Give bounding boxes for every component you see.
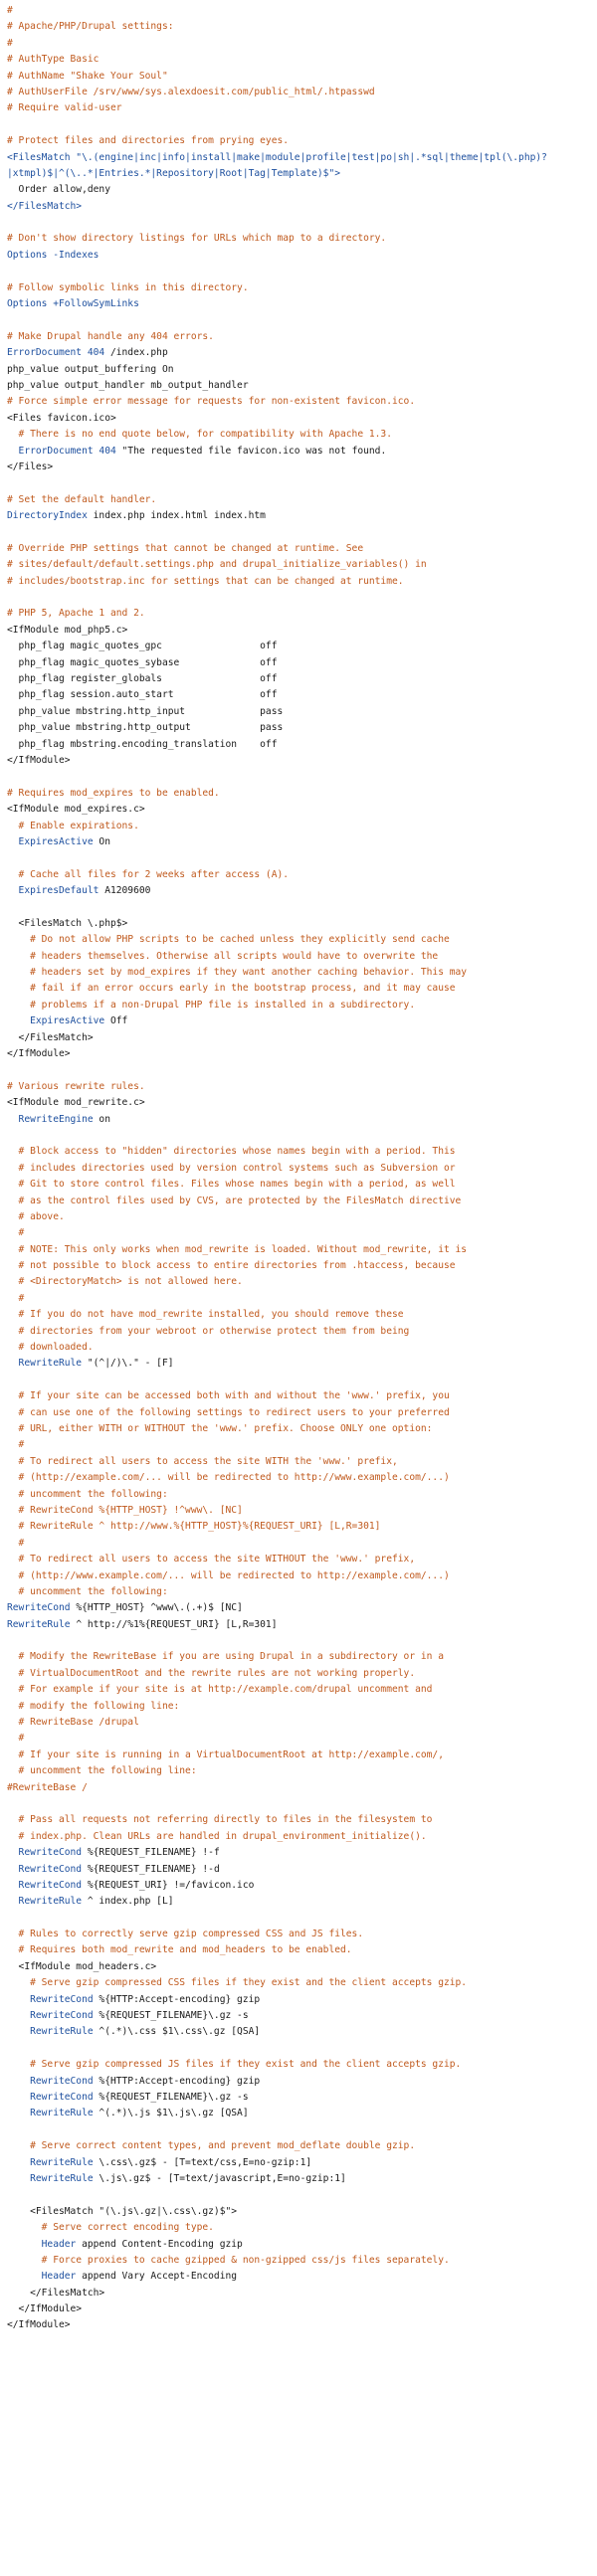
code-comment: #: [7, 1227, 25, 1239]
code-comment: # AuthName "Shake Your Soul": [7, 70, 168, 82]
code-text: <Files favicon.ico>: [7, 412, 116, 424]
code-text: on: [93, 1113, 110, 1125]
code-text: %{REQUEST_URI} !=/favicon.ico: [82, 1879, 255, 1891]
code-comment: #: [7, 1733, 25, 1745]
code-text: ^(.*)\.css $1\.css\.gz [QSA]: [93, 2026, 261, 2038]
code-line: [7, 1763, 597, 1779]
code-comment: # Require valid-user: [7, 102, 122, 114]
code-line: [7, 623, 597, 639]
code-line: [7, 720, 597, 736]
code-comment: #: [7, 1439, 25, 1451]
code-line: [7, 2253, 597, 2269]
code-line: [7, 1992, 597, 2008]
code-comment: # Cache all files for 2 weeks after access (A).: [7, 868, 290, 880]
code-line: [7, 2041, 597, 2057]
code-directive: RewriteRule: [7, 2172, 94, 2184]
code-line: [7, 671, 597, 687]
code-comment: # Enable expirations.: [7, 820, 139, 831]
code-directive: RewriteRule: [7, 2156, 94, 2168]
code-comment: # Serve correct encoding type.: [7, 2222, 214, 2234]
code-text: <IfModule mod_expires.c>: [7, 804, 145, 816]
code-line: [7, 345, 597, 361]
code-line: [7, 182, 597, 198]
code-line: [7, 1568, 597, 1584]
code-text: php_value output_handler mb_output_handler: [7, 379, 249, 391]
code-line: [7, 1699, 597, 1715]
code-directive: ExpiresActive: [7, 835, 94, 847]
code-line: [7, 264, 597, 279]
code-line: [7, 1649, 597, 1665]
code-line: [7, 19, 597, 35]
code-line: [7, 981, 597, 997]
code-directive: RewriteCond: [7, 2092, 94, 2103]
code-comment: # sites/default/default.settings.php and drupal_initialize_variables() in: [7, 559, 427, 571]
code-text: php_flag mbstring.encoding_translation off: [7, 738, 278, 750]
code-comment: #: [7, 37, 13, 49]
code-line: [7, 52, 597, 68]
code-comment: # Serve gzip compressed JS files if they exist and the client accepts gzip.: [7, 2059, 462, 2071]
code-line: [7, 394, 597, 410]
code-comment: # If your site can be accessed both with and without the 'www.' prefix, you: [7, 1390, 450, 1402]
code-directive: RewriteCond: [7, 1602, 71, 1614]
code-line: [7, 2106, 597, 2121]
code-text: append Content-Encoding gzip: [76, 2238, 243, 2250]
code-text: </FilesMatch>: [7, 1031, 94, 1043]
code-text: </IfModule>: [7, 1048, 71, 1059]
code-line: [7, 2057, 597, 2073]
code-comment: # headers themselves. Otherwise all scripts would have to overwrite the: [7, 950, 439, 962]
code-line: [7, 1356, 597, 1372]
code-comment: # Force proxies to cache gzipped & non-gzipped css/js files separately.: [7, 2254, 450, 2266]
code-line: [7, 769, 597, 785]
code-line: [7, 2138, 597, 2154]
code-line: [7, 541, 597, 557]
code-comment: # For example if your site is at http://example.com/drupal uncomment and: [7, 1684, 433, 1696]
code-comment: # (http://example.com/... will be redirected to http://www.example.com/...): [7, 1472, 450, 1484]
code-line: [7, 965, 597, 981]
code-comment: # downloaded.: [7, 1342, 94, 1354]
code-text: </IfModule>: [7, 754, 71, 766]
code-line: [7, 1340, 597, 1356]
code-line: [7, 2317, 597, 2333]
code-line: [7, 2024, 597, 2040]
code-line: [7, 1373, 597, 1388]
code-text: append Vary Accept-Encoding: [76, 2271, 238, 2283]
code-comment: # (http://www.example.com/... will be redirected to http://example.com/...): [7, 1569, 450, 1581]
code-directive: RewriteRule: [7, 2108, 94, 2119]
code-line: [7, 1161, 597, 1177]
code-line: [7, 1095, 597, 1111]
code-line: [7, 1519, 597, 1535]
code-line: [7, 1780, 597, 1796]
code-text: index.php index.html index.htm: [87, 510, 266, 522]
code-text: </IfModule>: [7, 2319, 71, 2331]
code-comment: # Block access to "hidden" directories whose names begin with a period. This: [7, 1146, 456, 1158]
code-text: php_value mbstring.http_input pass: [7, 705, 284, 717]
code-line: [7, 1388, 597, 1404]
code-line: [7, 753, 597, 769]
code-line: [7, 1829, 597, 1845]
code-comment: # <DirectoryMatch> is not allowed here.: [7, 1276, 243, 1288]
code-line: [7, 444, 597, 460]
code-line: [7, 525, 597, 541]
code-line: [7, 1975, 597, 1991]
code-line: [7, 411, 597, 427]
code-comment: # Make Drupal handle any 404 errors.: [7, 330, 214, 342]
code-line: [7, 85, 597, 100]
code-line: [7, 687, 597, 703]
code-line: [7, 1748, 597, 1763]
code-comment: # fail if an error occurs early in the bootstrap process, and it may cause: [7, 983, 456, 995]
code-directive: RewriteCond: [7, 1863, 83, 1875]
code-text: ^ index.php [L]: [82, 1896, 174, 1908]
code-text: "The requested file favicon.ico was not found.: [115, 445, 387, 457]
code-line: [7, 1552, 597, 1567]
code-line: [7, 508, 597, 524]
code-line: [7, 1258, 597, 1274]
code-line: [7, 998, 597, 1013]
code-comment: #: [7, 1537, 25, 1549]
code-line: [7, 2171, 597, 2187]
code-line: [7, 1324, 597, 1340]
code-line: [7, 834, 597, 850]
code-line: [7, 704, 597, 720]
code-text: \.css\.gz$ - [T=text/css,E=no-gzip:1]: [93, 2156, 312, 2168]
code-line: [7, 655, 597, 671]
code-directive: Header: [7, 2238, 77, 2250]
code-line: [7, 1617, 597, 1633]
code-text: <FilesMatch "(\.js\.gz|\.css\.gz)$">: [7, 2205, 238, 2217]
code-comment: # If you do not have mod_rewrite installed, you should remove these: [7, 1309, 404, 1321]
code-directive: <FilesMatch "\.(engine|inc|info|install|make|module|profile|test|po|sh|.*sql|theme|tpl(\.php)?: [7, 151, 547, 163]
code-line: [7, 1894, 597, 1910]
code-comment: # Don't show directory listings for URLs which map to a directory.: [7, 233, 387, 245]
code-comment: # modify the following line:: [7, 1700, 180, 1712]
code-line: [7, 1715, 597, 1731]
code-comment: # directories from your webroot or otherwise protect them from being: [7, 1325, 410, 1337]
code-line: [7, 329, 597, 345]
code-directive: RewriteRule: [7, 1358, 83, 1370]
code-line: [7, 248, 597, 264]
code-directive: RewriteRule: [7, 1618, 71, 1630]
code-directive: Options +FollowSymLinks: [7, 298, 139, 310]
code-line: [7, 2237, 597, 2253]
code-text: %{HTTP:Accept-encoding} gzip: [93, 2075, 261, 2087]
code-line: [7, 1470, 597, 1486]
code-line: [7, 802, 597, 818]
code-text: <IfModule mod_rewrite.c>: [7, 1097, 145, 1109]
code-comment: # Serve correct content types, and prevent mod_deflate double gzip.: [7, 2140, 416, 2152]
code-comment: # Set the default handler.: [7, 493, 157, 505]
code-comment: #RewriteBase /: [7, 1781, 88, 1793]
code-text: </FilesMatch>: [7, 2287, 105, 2299]
code-comment: # NOTE: This only works when mod_rewrite is loaded. Without mod_rewrite, it is: [7, 1243, 468, 1255]
code-comment: # headers set by mod_expires if they want another caching behavior. This may: [7, 967, 468, 979]
code-comment: # Requires both mod_rewrite and mod_headers to be enabled.: [7, 1944, 352, 1956]
code-line: [7, 1225, 597, 1241]
code-text: %{HTTP:Accept-encoding} gzip: [93, 1993, 261, 2005]
code-comment: # To redirect all users to access the site WITH the 'www.' prefix,: [7, 1455, 398, 1467]
code-comment: # uncomment the following:: [7, 1585, 168, 1597]
code-line: [7, 819, 597, 834]
code-line: [7, 492, 597, 508]
code-line: [7, 1046, 597, 1062]
code-comment: # includes/bootstrap.inc for settings that can be changed at runtime.: [7, 575, 404, 587]
code-line: [7, 166, 597, 182]
code-text: Off: [104, 1015, 128, 1027]
code-directive: </FilesMatch>: [7, 200, 83, 212]
code-line: [7, 2286, 597, 2301]
code-comment: # To redirect all users to access the site WITHOUT the 'www.' prefix,: [7, 1554, 416, 1565]
code-directive: RewriteCond: [7, 2010, 94, 2022]
code-text: php_value output_buffering On: [7, 363, 174, 375]
code-line: [7, 1584, 597, 1600]
code-line: [7, 1878, 597, 1894]
code-text: %{REQUEST_FILENAME}\.gz -s: [93, 2092, 249, 2103]
code-line: [7, 215, 597, 231]
code-line: [7, 3, 597, 19]
code-line: [7, 36, 597, 52]
code-line: [7, 1291, 597, 1307]
code-comment: #: [7, 5, 13, 16]
code-line: [7, 1062, 597, 1078]
code-comment: # Do not allow PHP scripts to be cached unless they explicitly send cache: [7, 934, 450, 946]
code-text: </IfModule>: [7, 2303, 83, 2315]
code-line: [7, 2008, 597, 2024]
code-line: [7, 280, 597, 296]
code-directive: RewriteCond: [7, 2075, 94, 2087]
code-text: php_flag magic_quotes_sybase off: [7, 656, 278, 668]
code-comment: # URL, either WITH or WITHOUT the 'www.' prefix. Choose ONLY one option:: [7, 1422, 433, 1434]
code-line: [7, 916, 597, 932]
code-comment: # AuthUserFile /srv/www/sys.alexdoesit.com/public_html/.htpasswd: [7, 86, 375, 97]
code-line: [7, 639, 597, 654]
code-line: [7, 1112, 597, 1128]
code-line: [7, 850, 597, 866]
code-line: [7, 1600, 597, 1616]
code-text: php_flag magic_quotes_gpc off: [7, 641, 278, 652]
code-text: ^(.*)\.js $1\.js\.gz [QSA]: [93, 2108, 249, 2119]
code-line: [7, 1633, 597, 1649]
code-line: [7, 1209, 597, 1225]
code-line: [7, 1812, 597, 1828]
code-line: [7, 932, 597, 948]
code-line: [7, 1274, 597, 1290]
code-line: [7, 590, 597, 606]
code-text: "(^|/)\." - [F]: [82, 1358, 174, 1370]
code-line: [7, 133, 597, 149]
code-comment: # Serve gzip compressed CSS files if they exist and the client accepts gzip.: [7, 1977, 468, 1989]
code-directive: ExpiresActive: [7, 1015, 105, 1027]
code-line: [7, 557, 597, 573]
code-line: [7, 1405, 597, 1421]
code-line: [7, 1666, 597, 1682]
code-line: [7, 231, 597, 247]
code-text: %{REQUEST_FILENAME} !-d: [82, 1863, 220, 1875]
code-line: [7, 1079, 597, 1095]
code-directive: DirectoryIndex: [7, 510, 88, 522]
code-line: [7, 1128, 597, 1144]
code-line: [7, 1013, 597, 1029]
code-line: [7, 100, 597, 116]
code-line: [7, 1845, 597, 1861]
code-comment: # not possible to block access to entire directories from .htaccess, because: [7, 1260, 456, 1272]
code-line: [7, 899, 597, 915]
code-comment: # Override PHP settings that cannot be changed at runtime. See: [7, 542, 364, 554]
code-line: [7, 2269, 597, 2285]
code-line: [7, 378, 597, 394]
code-line: [7, 2204, 597, 2220]
code-comment: # Follow symbolic links in this directory.: [7, 281, 249, 293]
code-comment: # PHP 5, Apache 1 and 2.: [7, 608, 145, 620]
code-line: [7, 1030, 597, 1046]
code-comment: # RewriteCond %{HTTP_HOST} !^www\. [NC]: [7, 1504, 243, 1516]
code-directive: RewriteCond: [7, 1879, 83, 1891]
code-text: /index.php: [104, 347, 168, 359]
code-line: [7, 362, 597, 378]
code-comment: # Protect files and directories from prying eyes.: [7, 135, 290, 147]
code-line: [7, 1242, 597, 1258]
code-line: [7, 786, 597, 802]
code-line: [7, 1307, 597, 1323]
code-line: [7, 460, 597, 475]
code-comment: # Apache/PHP/Drupal settings:: [7, 21, 174, 33]
code-line: [7, 1487, 597, 1503]
code-comment: # can use one of the following settings to redirect users to your preferred: [7, 1406, 450, 1418]
code-text: %{REQUEST_FILENAME}\.gz -s: [93, 2010, 249, 2022]
code-directive: Options -Indexes: [7, 249, 100, 261]
code-line: [7, 312, 597, 328]
code-comment: # index.php. Clean URLs are handled in drupal_environment_initialize().: [7, 1830, 427, 1842]
code-text: php_flag register_globals off: [7, 673, 278, 685]
code-line: [7, 2074, 597, 2090]
code-line: [7, 867, 597, 883]
code-text: On: [93, 835, 110, 847]
code-line: [7, 1437, 597, 1453]
code-line: [7, 1536, 597, 1552]
code-line: [7, 737, 597, 753]
code-comment: # RewriteRule ^ http://www.%{HTTP_HOST}%{REQUEST_URI} [L,R=301]: [7, 1521, 381, 1533]
code-comment: # Requires mod_expires to be enabled.: [7, 787, 220, 799]
code-comment: # Modify the RewriteBase if you are using Drupal in a subdirectory or in a: [7, 1651, 444, 1663]
code-text: Order allow,deny: [7, 184, 110, 196]
code-comment: # RewriteBase /drupal: [7, 1717, 139, 1729]
code-directive: RewriteCond: [7, 1847, 83, 1859]
code-line: [7, 1194, 597, 1209]
code-comment: # above.: [7, 1210, 65, 1222]
code-line: [7, 1177, 597, 1193]
code-line: [7, 2187, 597, 2203]
code-directive: RewriteRule: [7, 2026, 94, 2038]
code-line: [7, 1144, 597, 1160]
code-text: <IfModule mod_headers.c>: [7, 1960, 157, 1972]
code-line: [7, 2090, 597, 2106]
code-comment: # Pass all requests not referring directly to files in the filesystem to: [7, 1814, 433, 1826]
code-line: [7, 2122, 597, 2138]
code-directive: RewriteEngine: [7, 1113, 94, 1125]
code-comment: # as the control files used by CVS, are protected by the FilesMatch directive: [7, 1195, 462, 1206]
code-comment: # problems if a non-Drupal PHP file is installed in a subdirectory.: [7, 999, 416, 1011]
code-comment: # Rules to correctly serve gzip compressed CSS and JS files.: [7, 1929, 364, 1940]
code-line: [7, 2301, 597, 2317]
code-text: </Files>: [7, 460, 54, 472]
code-line: [7, 427, 597, 443]
code-directive: ErrorDocument 404: [7, 445, 116, 457]
code-line: [7, 296, 597, 312]
code-text: \.js\.gz$ - [T=text/javascript,E=no-gzip:1]: [93, 2172, 346, 2184]
code-line: [7, 475, 597, 491]
code-line: [7, 883, 597, 899]
code-text: %{REQUEST_FILENAME} !-f: [82, 1847, 220, 1859]
code-line: [7, 1731, 597, 1747]
code-text: php_flag session.auto_start off: [7, 689, 278, 701]
code-line: [7, 574, 597, 590]
code-directive: |xtmpl)$|^(\..*|Entries.*|Repository|Root|Tag|Template)$">: [7, 167, 341, 179]
code-directive: ExpiresDefault: [7, 885, 100, 897]
code-comment: # includes directories used by version control systems such as Subversion or: [7, 1162, 456, 1174]
code-text: %{HTTP_HOST} ^www\.(.+)$ [NC]: [70, 1602, 243, 1614]
code-line: [7, 117, 597, 133]
code-line: [7, 1454, 597, 1470]
code-comment: # Force simple error message for requests for non-existent favicon.ico.: [7, 396, 416, 408]
code-line: [7, 1682, 597, 1698]
code-line: [7, 1862, 597, 1878]
code-line: [7, 1796, 597, 1812]
code-line: [7, 2155, 597, 2171]
code-line: [7, 1927, 597, 1942]
code-line: [7, 2220, 597, 2236]
code-comment: # AuthType Basic: [7, 54, 100, 66]
code-line: [7, 1959, 597, 1975]
code-line: [7, 1911, 597, 1927]
code-text: <IfModule mod_php5.c>: [7, 624, 128, 636]
code-line: [7, 69, 597, 85]
code-line: [7, 1503, 597, 1519]
code-text: ^ http://%1%{REQUEST_URI} [L,R=301]: [70, 1618, 278, 1630]
code-comment: # If your site is running in a VirtualDocumentRoot at http://example.com/,: [7, 1748, 444, 1760]
code-directive: RewriteCond: [7, 1993, 94, 2005]
code-directive: ErrorDocument 404: [7, 347, 105, 359]
code-line: [7, 150, 597, 166]
code-text: php_value mbstring.http_output pass: [7, 722, 284, 734]
code-comment: # uncomment the following:: [7, 1488, 168, 1500]
code-text: A1209600: [99, 885, 151, 897]
code-line: [7, 199, 597, 215]
code-line: [7, 1942, 597, 1958]
code-comment: # Git to store control files. Files whose names begin with a period, as well: [7, 1179, 456, 1191]
code-line: [7, 606, 597, 622]
code-directive: Header: [7, 2271, 77, 2283]
code-comment: # There is no end quote below, for compatibility with Apache 1.3.: [7, 429, 392, 441]
code-comment: # Various rewrite rules.: [7, 1080, 145, 1092]
code-comment: # VirtualDocumentRoot and the rewrite rules are not working properly.: [7, 1667, 416, 1679]
code-text: <FilesMatch \.php$>: [7, 917, 128, 929]
code-line: [7, 1421, 597, 1437]
code-comment: # uncomment the following line:: [7, 1765, 197, 1777]
code-comment: #: [7, 1292, 25, 1304]
code-directive: RewriteRule: [7, 1896, 83, 1908]
code-line: [7, 949, 597, 965]
